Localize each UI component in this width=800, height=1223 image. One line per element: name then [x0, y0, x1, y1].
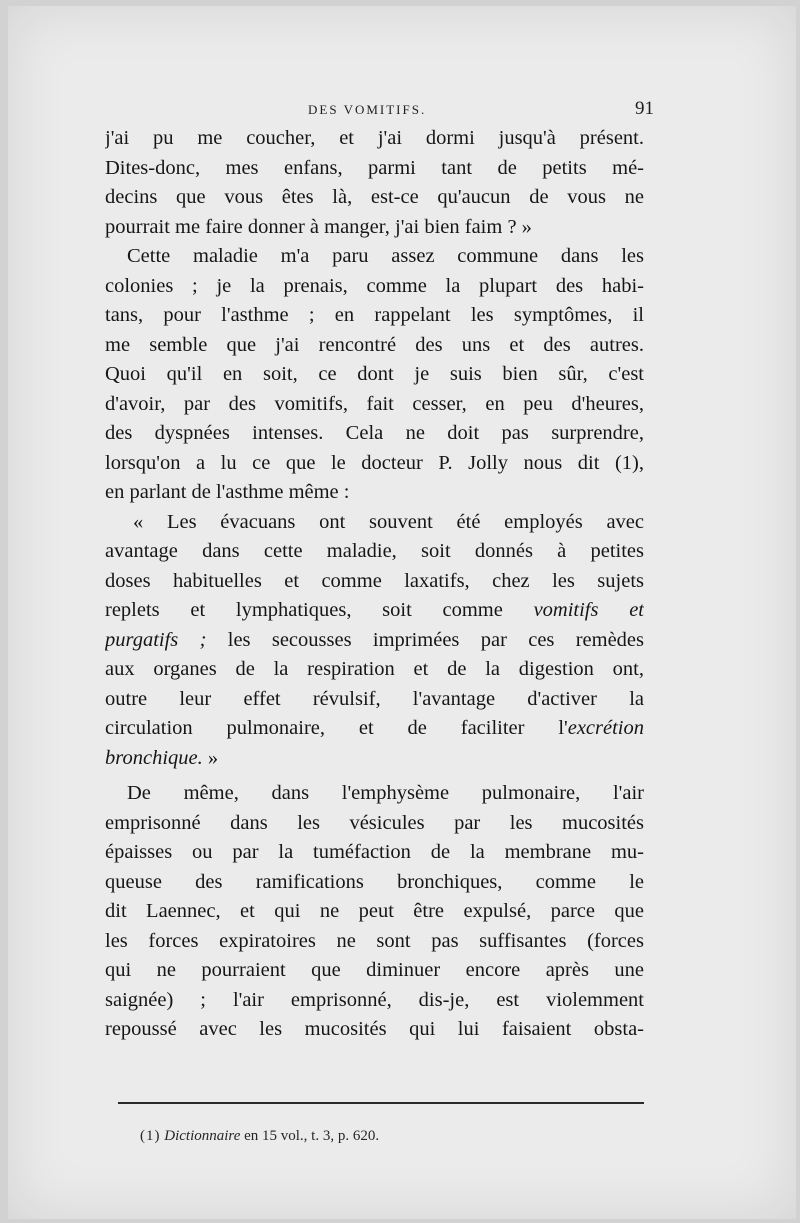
- text-line: tans, pour l'asthme ; en rappelant les symptômes, il: [105, 304, 644, 326]
- quote-line: [105, 596, 644, 626]
- body-text: [105, 124, 644, 1045]
- quote-line: [105, 626, 644, 656]
- text-line: Cette maladie m'a paru assez commune dans les: [127, 245, 644, 267]
- text-line: lorsqu'on a lu ce que le docteur P. Jolly nous dit (1),: [105, 451, 644, 474]
- italic-term: excrétion: [567, 717, 644, 739]
- quote-text: replets et lymphatiques, soit comme: [105, 599, 503, 621]
- footnote-rule: [118, 1102, 644, 1104]
- quote-close: »: [202, 746, 219, 769]
- text-line: d'avoir, par des vomitifs, fait cesser, en peu d'heures,: [105, 392, 644, 415]
- text-line: me semble que j'ai rencontré des uns et des autres.: [105, 333, 644, 356]
- italic-term: vomitifs et: [533, 599, 644, 621]
- text-line: dit Laennec, et qui ne peut être expulsé, parce que: [105, 900, 644, 922]
- text-line: De même, dans l'emphysème pulmonaire, l'air: [127, 782, 644, 804]
- quote-text: circulation pulmonaire, et de faciliter l': [105, 717, 568, 739]
- text-line: colonies ; je la prenais, comme la plupart des habi-: [105, 274, 644, 297]
- quote-line: avantage dans cette maladie, soit donnés à petites: [105, 540, 644, 562]
- page-header: [112, 98, 654, 126]
- footnote: [140, 1128, 379, 1145]
- footnote-marker: (1): [140, 1128, 161, 1144]
- text-line: j'ai pu me coucher, et j'ai dormi jusqu'à présent.: [105, 127, 644, 149]
- italic-term: purgatifs ;: [105, 628, 207, 651]
- text-line: saignée) ; l'air emprisonné, dis-je, est violemment: [105, 988, 644, 1011]
- text-line: des dyspnées intenses. Cela ne doit pas surprendre,: [105, 422, 644, 444]
- text-line: emprisonné dans les vésicules par les mucosités: [105, 811, 644, 834]
- text-line: Dites-donc, mes enfans, parmi tant de petits mé-: [105, 156, 644, 179]
- text-line: repoussé avec les mucosités qui lui faisaient obsta-: [105, 1018, 644, 1040]
- text-line: les forces expiratoires ne sont pas suffisantes (forces: [105, 929, 644, 952]
- text-line: queuse des ramifications bronchiques, comme le: [105, 870, 644, 893]
- footnote-work-title: Dictionnaire: [164, 1128, 241, 1144]
- footnote-citation: en 15 vol., t. 3, p. 620.: [244, 1128, 380, 1144]
- page-number: 91: [635, 98, 654, 119]
- text-line: decins que vous êtes là, est-ce qu'aucun de vous ne: [105, 186, 644, 208]
- quote-line: « Les évacuans ont souvent été employés avec: [133, 510, 644, 533]
- text-line: épaisses ou par la tuméfaction de la membrane mu-: [105, 841, 644, 863]
- text-line: Quoi qu'il en soit, ce dont je suis bien sûr, c'est: [105, 363, 644, 385]
- quote-line: aux organes de la respiration et de la digestion ont,: [105, 658, 644, 680]
- running-title: DES VOMITIFS.: [308, 102, 427, 117]
- quote-line: outre leur effet révulsif, l'avantage d'activer la: [105, 687, 644, 710]
- italic-term: bronchique.: [105, 746, 203, 769]
- quote-line: [105, 744, 644, 774]
- text-line: qui ne pourraient que diminuer encore après une: [105, 959, 644, 981]
- quote-text: les secousses imprimées par ces remèdes: [227, 628, 644, 651]
- quote-line: [105, 714, 644, 744]
- text-line: en parlant de l'asthme même :: [105, 481, 350, 503]
- quote-line: doses habituelles et comme laxatifs, chez les sujets: [105, 569, 644, 592]
- text-line: pourrait me faire donner à manger, j'ai bien faim ? »: [105, 215, 532, 238]
